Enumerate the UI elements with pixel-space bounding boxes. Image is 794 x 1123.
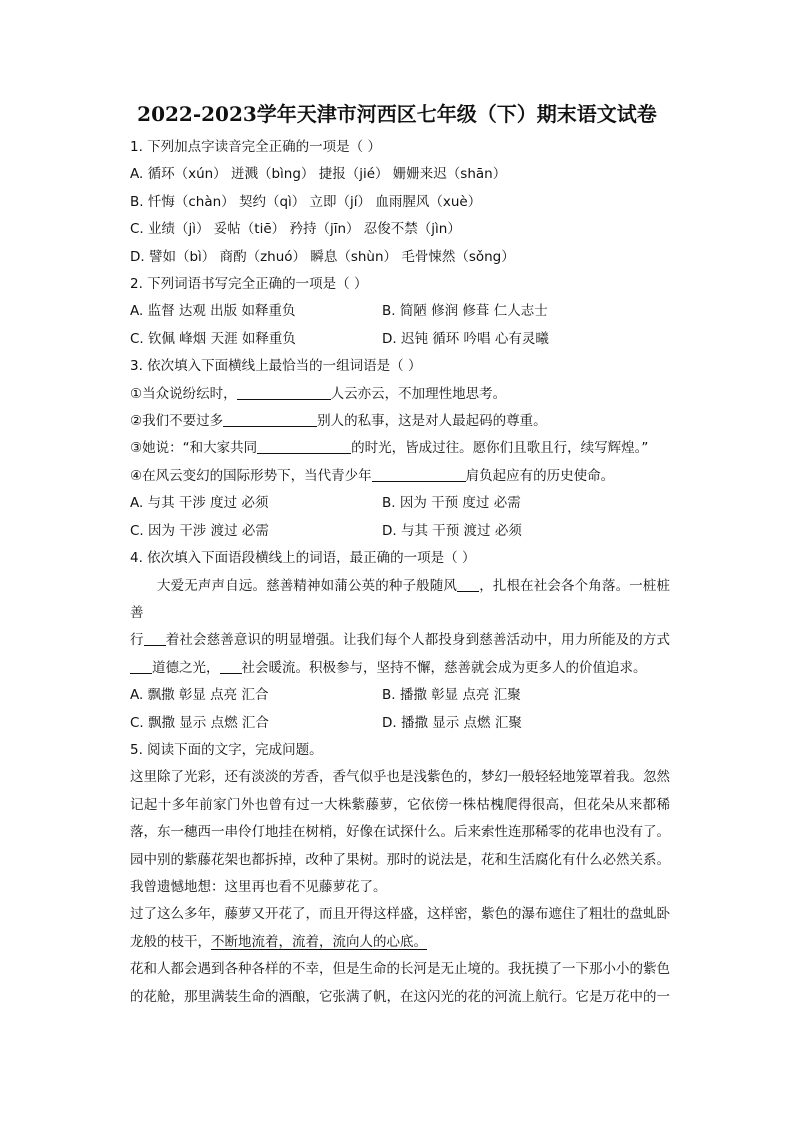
- question-1-option-b: B. 忏悔（chàn） 契约（qì） 立即（jí） 血雨腥风（xuè）: [130, 193, 482, 210]
- question-3-stem: 3. 依次填入下面横线上最恰当的一组词语是（ ）: [130, 358, 422, 375]
- question-4-options-row-1: [130, 682, 670, 709]
- question-2-stem: 2. 下列词语书写完全正确的一项是（ ）: [130, 276, 368, 293]
- question-3-sentence-4: [130, 463, 670, 490]
- question-4-passage: [130, 573, 670, 628]
- question-3-sentence-3: [130, 435, 670, 462]
- question-2-options-row-2: [130, 326, 670, 353]
- question-4-options-row-2: [130, 710, 670, 737]
- passage-text: 行: [130, 632, 144, 649]
- question-1-option-a: A. 循环（xún） 迸溅（bìng） 捷报（jié） 姗姗来迟（shān）: [130, 166, 507, 183]
- question-3-sentence-2: [130, 408, 670, 435]
- sentence-text: ②我们不要过多: [130, 413, 224, 430]
- question-3-option-b: B. 因为 干预 度过 必需: [382, 495, 521, 512]
- question-3-option-d: D. 与其 干预 渡过 必须: [382, 522, 522, 539]
- question-1-option-d: D. 譬如（bì） 商酌（zhuó） 瞬息（shùn） 毛骨悚然（sǒng）: [130, 248, 515, 265]
- question-2-option-d: D. 迟钝 循环 吟唱 心有灵曦: [382, 330, 549, 347]
- question-1-stem: 1. 下列加点字读音完全正确的一项是（ ）: [130, 139, 381, 155]
- sentence-text: 的时光，皆成过往。愿你们且歌且行，续写辉煌。”: [351, 440, 649, 457]
- question-3-sentence-1: [130, 381, 670, 408]
- passage-text: 道德之光，: [152, 659, 220, 676]
- sentence-text: 肩负起应有的历史使命。: [465, 467, 615, 484]
- fill-blank: [223, 411, 317, 427]
- fill-blank: [257, 438, 351, 454]
- reading-paragraph-3: 花和人都会遇到各种各样的不幸，但是生命的长河是无止境的。我抚摸了一下那小小的紫色的花舱，那里满装生命的酒酿，它张满了帆，在这闪光的花的河流上航行。它是万花中的一: [130, 961, 670, 1005]
- passage-text: ，扎根在社会各个角落。一桩桩善: [130, 577, 671, 621]
- question-4-option-b: B. 播撒 彰显 点亮 汇聚: [382, 687, 521, 704]
- fill-blank: [237, 384, 331, 400]
- fill-blank: [220, 658, 242, 674]
- sentence-text: 人云亦云，不加理性地思考。: [330, 385, 507, 402]
- question-4-passage-cont: [130, 627, 670, 682]
- question-1-option-c: C. 业绩（jì） 妥帖（tiē） 矜持（jīn） 忍俊不禁（jìn）: [130, 221, 461, 238]
- question-2-option-c: C. 钦佩 峰烟 天涯 如释重负: [130, 330, 296, 347]
- question-3-option-c: C. 因为 干涉 渡过 必需: [130, 522, 269, 539]
- passage-text: 社会暖流。积极参与，坚持不懈，慈善就会成为更多人的价值追求。: [241, 659, 647, 676]
- passage-text: 着社会慈善意识的明显增强。让我们每个人都投身到慈善活动中，用力所能及的方式: [165, 632, 671, 649]
- passage-text: 大爱无声声自远。慈善精神如蒲公英的种子般随风: [157, 577, 458, 594]
- sentence-text: ①当众说纷纭时，: [130, 385, 237, 402]
- question-2-option-b: B. 简陋 修润 修葺 仁人志士: [382, 303, 548, 320]
- reading-paragraph-1: 这里除了光彩，还有淡淡的芳香，香气似乎也是浅紫色的，梦幻一般轻轻地笼罩着我。忽然记起十多年前家门外也曾有过一大株紫藤萝，它依傍一株枯槐爬得很高，但花朵从来都稀落，东一穗西一串伶仃地挂在树梢，好像在试探什么。后来索性连那稀零的花串也没有了。园中别的紫藤花架也都拆掉，改种了果树。那时的说法是，花和生活腐化有什么必然关系。我曾遗憾地想：这里再也看不见藤萝花了。: [130, 769, 670, 895]
- question-2-options-row-1: [130, 298, 670, 325]
- question-3-option-a: A. 与其 干涉 度过 必须: [130, 495, 269, 512]
- question-4-option-c: C. 飘撒 显示 点燃 汇合: [130, 714, 269, 731]
- sentence-text: ③她说：“和大家共同: [130, 440, 258, 457]
- fill-blank: [130, 658, 152, 674]
- question-5-stem: 5. 阅读下面的文字，完成问题。: [130, 741, 323, 758]
- sentence-text: 别人的私事，这是对人最起码的尊重。: [317, 413, 547, 430]
- fill-blank: [144, 630, 166, 646]
- fill-blank: [372, 466, 466, 482]
- question-4-option-a: A. 飘撒 彰显 点亮 汇合: [130, 687, 269, 704]
- question-2-option-a: A. 监督 达观 出版 如释重负: [130, 303, 296, 320]
- question-3-options-row-2: [130, 518, 670, 545]
- question-3-options-row-1: [130, 490, 670, 517]
- sentence-text: ④在风云变幻的国际形势下，当代青少年: [130, 467, 372, 484]
- underlined-sentence: 不断地流着，流着，流向人的心底。: [211, 933, 427, 950]
- question-4-stem: 4. 依次填入下面语段横线上的词语，最正确的一项是（ ）: [130, 550, 476, 567]
- page-title: 2022-2023学年天津市河西区七年级（下）期末语文试卷: [137, 102, 657, 126]
- reading-paragraph-2: [130, 901, 670, 956]
- question-4-option-d: D. 播撒 显示 点燃 汇聚: [382, 714, 522, 731]
- passage-text: 过了这么多年，藤萝又开花了，而且开得这样盛，这样密，紫色的瀑布遮住了粗壮的盘虬卧龙般的枝干，: [130, 906, 670, 950]
- exam-content: [130, 134, 670, 1011]
- fill-blank: [457, 576, 479, 592]
